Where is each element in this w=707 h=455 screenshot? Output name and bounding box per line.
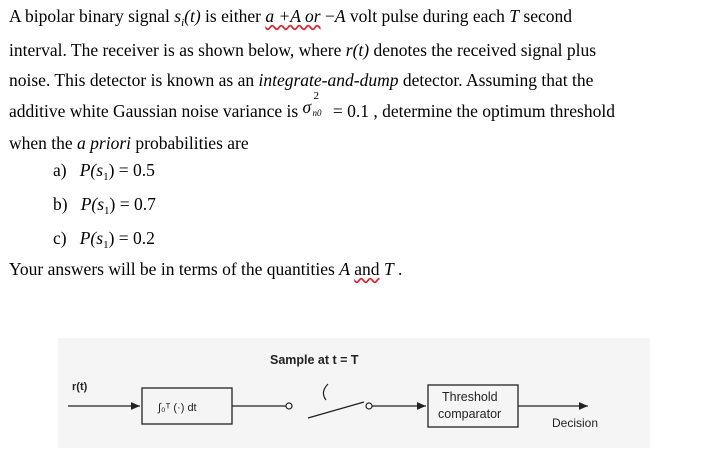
probability-expr: P(s [79,160,104,180]
problem-line-1 [9,6,572,29]
sigma-subscript: n0 [312,108,322,118]
symbol-T: T [383,259,394,279]
probability-value: ) = 0.5 [108,160,155,180]
symbol-r-t: r(t) [345,40,370,60]
decision-label: Decision [552,416,599,430]
text-segment: second [519,6,573,26]
option-b [53,194,156,217]
text-segment: . [393,259,403,279]
symbol-A: A [339,259,350,279]
symbol-t: (t) [184,6,201,26]
probability-expr: P(s [80,194,105,214]
text-segment: = 0.1 , determine the optimum threshold [328,101,615,121]
diagram-svg [58,338,650,448]
text-segment: noise. This detector is known as an [9,70,259,90]
symbol-T: T [509,6,520,26]
sigma-symbol [302,90,329,119]
subscript-i: i [181,17,185,29]
integrate-and-dump-term: integrate-and-dump [258,70,399,90]
subscript: 1 [104,205,110,217]
a-priori-term: a priori [77,133,132,153]
problem-line-5 [9,133,249,154]
option-label: c) [53,228,67,248]
plus-a-or: a +A or [265,6,321,26]
comparator-line2: comparator [438,407,502,421]
switch-terminal-left [286,403,292,409]
text-segment: probabilities are [131,133,249,153]
input-label: r(t) [72,381,88,393]
sigma-superscript: 2 [313,90,320,102]
problem-line-3 [9,70,593,91]
symbol-s: s [174,6,182,26]
probability-value: ) = 0.7 [109,194,156,214]
sampler-switch [308,402,364,418]
probability-value: ) = 0.2 [108,228,155,248]
symbol-A: A [334,6,346,26]
text-segment: − [320,6,335,26]
text-segment: A bipolar binary signal [9,6,175,26]
option-label: a) [53,160,67,180]
text-segment: is either [200,6,266,26]
switch-arc [323,384,328,400]
comparator-line1: Threshold [442,390,498,404]
probability-expr: P(s [79,228,104,248]
text-segment: interval. The receiver is as shown below, where [9,40,346,60]
subscript: 1 [103,239,109,251]
problem-line-4 [9,90,615,122]
text-segment: detector. Assuming that the [398,70,594,90]
option-c [53,228,155,251]
option-a [53,160,155,183]
text-segment: denotes the received signal plus [369,40,597,60]
problem-line-2 [9,40,596,61]
text-segment: Your answers will be in terms of the quantities [9,259,340,279]
integrator-label: ∫₀ᵀ (·) dt [158,402,197,414]
switch-terminal-right [366,403,372,409]
text-segment: additive white Gaussian noise variance is [9,101,303,121]
receiver-block-diagram [58,338,650,448]
answer-note [9,259,402,280]
text-segment: volt pulse during each [345,6,510,26]
subscript: 1 [103,171,109,183]
option-label: b) [53,194,68,214]
sample-label: Sample at t = T [270,353,359,367]
text-segment: when the [9,133,78,153]
sigma-char: σ [302,97,312,117]
and-word: and [354,259,380,279]
